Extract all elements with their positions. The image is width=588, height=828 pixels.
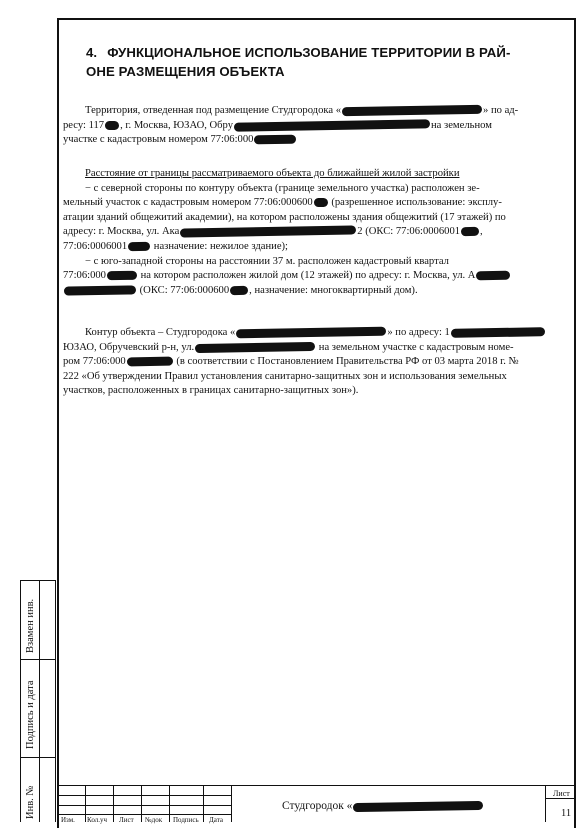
sheet-number: 11: [561, 808, 572, 819]
text: участков, расположенных в границах санитарно-защитных зон»).: [63, 385, 359, 397]
text: Контур объекта – Студгородока «: [85, 327, 236, 338]
redaction: [128, 242, 150, 251]
redaction: [353, 801, 483, 812]
grid-line: [57, 795, 231, 796]
grid-line: [545, 786, 546, 822]
text: ресу: 117: [63, 119, 105, 131]
redaction: [236, 327, 386, 339]
text: на котором расположен жилой дом (12 этажей) по адресу: г. Москва, ул. А: [137, 270, 476, 282]
redaction: [234, 119, 430, 131]
text: участке с кадастровым номером 77:06:000: [63, 134, 254, 146]
redaction: [342, 105, 482, 116]
text: 2 (ОКС: 77:06:0006001: [357, 226, 461, 238]
col-sign-label: Подпись: [173, 816, 199, 824]
redaction: [107, 271, 137, 281]
text: атации зданий общежитий академии), на котором расположены здания общежитий (17 этажей) по: [63, 211, 506, 223]
replace-inv-label: Взамен инв.: [25, 598, 36, 653]
side-stamp-strip: [20, 580, 56, 822]
inv-number-label: Инв. №: [25, 785, 36, 819]
redaction: [64, 285, 136, 295]
redaction: [180, 226, 356, 238]
heading-line2: ОНЕ РАЗМЕЩЕНИЯ ОБЪЕКТА: [86, 64, 285, 79]
paragraph-territory: [63, 104, 569, 148]
text: − с юго-западной стороны на расстоянии 37 м. расположен кадастровый квартал: [85, 255, 449, 267]
strip-divider: [21, 757, 55, 758]
sheet-label: Лист: [553, 789, 570, 798]
text: на земельном участке с кадастровым номе-: [316, 341, 514, 353]
redaction: [314, 198, 328, 207]
redaction: [127, 357, 173, 367]
col-kol-label: Кол.уч: [87, 816, 107, 824]
strip-divider: [21, 659, 55, 660]
section-number: 4.: [86, 45, 98, 60]
col-date-label: Дата: [209, 816, 223, 824]
grid-line: [85, 786, 86, 822]
grid-line: [545, 798, 576, 799]
text: Территория, отведенная под размещение Студгородока «: [85, 105, 342, 116]
text: ЮЗАО, Обручевский р-н, ул.: [63, 341, 195, 353]
grid-line: [57, 805, 231, 806]
col-izm-label: Изм.: [61, 816, 75, 824]
text: (в соответствии с Постановлением Правительства РФ от 03 марта 2018 г. №: [173, 356, 519, 368]
text: Студгородок «: [282, 800, 353, 812]
paragraph-contour: [63, 326, 569, 399]
redaction: [195, 342, 315, 353]
heading-line1: ФУНКЦИОНАЛЬНОЕ ИСПОЛЬЗОВАНИЕ ТЕРРИТОРИИ В РАЙ-: [107, 45, 511, 60]
text: − с северной стороны по контуру объекта (границе земельного участка) расположен зе-: [85, 182, 480, 194]
paragraph-distance: [63, 167, 569, 298]
document-title: [282, 800, 484, 812]
strip-divider: [39, 581, 40, 822]
redaction: [105, 121, 119, 130]
text: ром 77:06:000: [63, 356, 126, 368]
text: адресу: г. Москва, ул. Ака: [63, 226, 180, 238]
text: мельный участок с кадастровым номером 77:06:000600: [63, 197, 313, 209]
col-list-label: Лист: [119, 816, 134, 824]
grid-line: [141, 786, 142, 822]
text: , г. Москва, ЮЗАО, Обру: [120, 119, 234, 131]
title-block: [57, 785, 576, 822]
text: назначение: нежилое здание);: [151, 240, 288, 252]
text: » по адресу: 1: [387, 327, 450, 338]
distance-title: Расстояние от границы рассматриваемого объекта до ближайшей жилой застройки: [85, 168, 460, 179]
grid-line: [203, 786, 204, 822]
text: , назначение: многоквартирный дом).: [249, 284, 418, 296]
redaction: [230, 286, 248, 295]
text: (ОКС: 77:06:000600: [137, 284, 230, 296]
grid-line: [113, 786, 114, 822]
text: ,: [480, 226, 483, 238]
redaction: [476, 271, 510, 281]
redaction: [461, 227, 479, 236]
grid-line: [57, 814, 231, 815]
text: (разрешенное использование: эксплу-: [328, 197, 502, 209]
text: » по ад-: [483, 105, 519, 116]
redaction: [254, 135, 296, 145]
text: на земельном: [431, 119, 492, 131]
grid-line: [169, 786, 170, 822]
redaction: [451, 327, 545, 338]
text: 222 «Об утверждении Правил установления санитарно-защитных зон и использования земельных: [63, 370, 507, 382]
grid-line: [231, 786, 232, 822]
sign-date-label: Подпись и дата: [25, 680, 36, 749]
section-heading: [86, 43, 568, 81]
text: 77:06:000: [63, 270, 106, 282]
col-doc-label: №док: [145, 816, 163, 824]
text: 77:06:0006001: [63, 240, 128, 252]
